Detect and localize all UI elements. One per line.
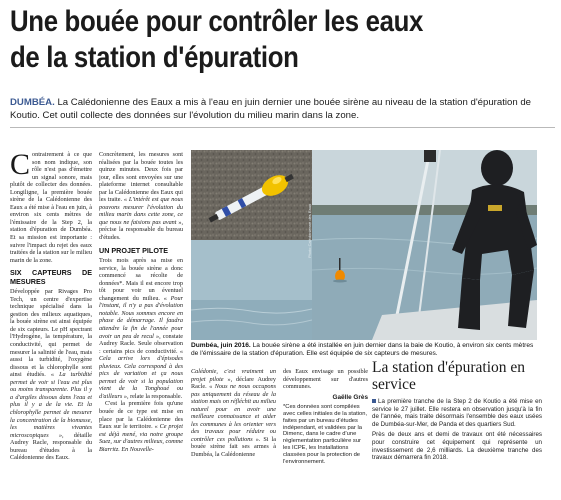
col2-para3: C'est la première fois qu'une bouée de ce type est mise en place par la Calédonienne des Eaux sur le territoire. « bbox=[99, 400, 183, 431]
caption-lead: Dumbéa, juin 2016. bbox=[191, 342, 251, 349]
col3-quote: Calédonie, c'est vraiment un projet pilote bbox=[191, 368, 276, 383]
col1-tail: , détaille Audrey Racle, responsable du bureau d'études à la Calédonienne des Eaux. bbox=[10, 431, 92, 462]
author-signature: Gaëlle Grès bbox=[332, 393, 368, 401]
col1-body: Développée par Rivages Pro Tech, un centre d'expertise technique spécialisé dans la gestion des milieux aquatiques, la bouée sirène est ainsi équipée de six capteurs. Le pH spectrant l'Hydrogène, la température, la conductivité, qui permet de mesurer la salinité de l'eau, mais aussi la turbidité, l'oxygène dissous et la chlorophylle sont ainsi étudiés. « bbox=[10, 288, 92, 379]
sidebar-para-2: Près de deux ans et demi de travaux ont été nécessaires pour construire cet équipement qui représente un investissement de 2,6 milliards. La deuxième tranche des travaux démarrera fin 2018. bbox=[372, 431, 542, 462]
article-column-3 bbox=[191, 368, 276, 496]
photo-diver-and-buoy bbox=[312, 150, 537, 340]
bullet-square-icon bbox=[372, 399, 376, 403]
photo-buoy-on-deck-image bbox=[191, 150, 312, 240]
photo-buoy-in-bay-image bbox=[191, 240, 312, 340]
col2-para2c: », relate la responsable. bbox=[122, 392, 183, 400]
footnote: *Ces données sont compilées avec celles initiales de la station, faites par un bureau d'études indépendant, et validées par la Dimenc, dans le cadre d'une réglementation particulière sur les ICPE, les Installations classées pour la protection de l'environnement. bbox=[283, 404, 368, 465]
photo-diver-image bbox=[312, 150, 537, 340]
col2-quote3: Cela arrive lors d'épisodes pluvieux. Cela correspond à des pics de variation et ça nous permet de voir si la population vient de la Tonghoué ou d'ailleurs bbox=[99, 355, 183, 400]
col3-quote2: Nous ne nous occupons pas uniquement du réseau de la station mais on réfléchit au milieu naturel pour en avoir une meilleure connaissance et aider les communes à les orienter vers des travaux pour réduire ou contrôler ces pollutions bbox=[191, 383, 276, 443]
sidebar-body bbox=[372, 398, 542, 462]
sidebar-title: La station d'épuration en service bbox=[372, 359, 526, 393]
headline-line-2: de la station d'épuration bbox=[10, 41, 299, 74]
lede bbox=[10, 96, 555, 122]
col2-quote1: L'intérêt est que nous pouvons mesurer l'évolution du milieu marin dans cette zone, ce que nous ne faisions pas avant bbox=[99, 196, 183, 226]
photo-caption bbox=[191, 342, 537, 358]
col2-para1: Concrètement, les mesures sont réalisées par la bouée toutes les quinze minutes. Deux fois par jour, elles sont envoyées sur une plateforme internet consultable par la Calédonienne des Eaux qui les traite. « bbox=[99, 151, 183, 204]
lede-place: DUMBÉA. bbox=[10, 97, 55, 108]
headline-line-1: Une bouée pour contrôler les eaux bbox=[10, 5, 424, 38]
col1-intro: ontrairement à ce que son nom indique, son rôle n'est pas d'émettre un signal sonore, mais plutôt de collecter des données. Longiligne, la première bouée sirène de la Calédonienne des Eaux a été mise à l'eau en juin, à environ six cents mètres de l'émissaire de la Step 2, la station d'épuration de Dumbéa. Et sa mission est importante : suivre l'impact du rejet des eaux traitées de la station sur le milieu marin de la zone. bbox=[10, 151, 92, 264]
sidebar-box bbox=[372, 360, 542, 496]
lede-divider bbox=[10, 127, 555, 128]
col2-para1b: », précise la responsable du bureau d'études. bbox=[99, 218, 183, 242]
col2-quote4: Ce projet est déjà mené, via notre groupe Suez, sur d'autres milieux, comme Biarritz. En Nouvelle- bbox=[99, 423, 183, 453]
col2-quote2: Pour l'instant, il n'y a pas d'évolution notable. Nous sommes encore en phase de démarrage. Il faudra attendre la fin de l'année pour avoir un peu de recul bbox=[99, 294, 183, 340]
col4-text: des Eaux envisage un possible développement sur d'autres communes. bbox=[283, 368, 368, 391]
subhead-projet-pilote: UN PROJET PILOTE bbox=[99, 245, 169, 255]
article-column-4 bbox=[283, 368, 368, 496]
caption-text: La bouée sirène a été installée en juin dernier dans la baie de Koutio, à environ six cents mètres de l'émissaire de la station d'épuration. Elle est équipée de six capteurs de mesures. bbox=[191, 342, 534, 358]
headline bbox=[10, 4, 479, 76]
article-column-2 bbox=[99, 151, 183, 496]
col3-text: », déclare Audrey Racle. « bbox=[191, 375, 276, 391]
photo-credit: Photo Calédonienne des Eaux bbox=[307, 203, 312, 258]
drop-cap: C bbox=[10, 151, 31, 181]
col2-para2: Trois mois après sa mise en service, la bouée sirène a donc commencé sa récolte de données*. Mais il est encore trop tôt pour voir un éventuel changement du milieu. « bbox=[99, 257, 183, 302]
lede-text: La Calédonienne des Eaux a mis à l'eau en juin dernier une bouée sirène au niveau de la station d'épuration de Koutio. Cet outil collecte des données sur l'évolution du milieu marin dans la zone. bbox=[10, 97, 532, 121]
photo-buoy-on-deck bbox=[191, 150, 312, 240]
col3-tail: ». Si la bouée sirène fait ses armes à Dumbéa, la Calédonienne bbox=[191, 435, 276, 459]
col2-para2b: », constate Audrey Racle. Seule observation : certains pics de conductivité. « bbox=[99, 332, 183, 355]
subhead-six-capteurs: SIX CAPTEURS DE MESURES bbox=[10, 268, 92, 286]
photo-buoy-in-bay bbox=[191, 240, 312, 340]
col1-quote: La turbidité permet de voir si l'eau est plus ou moins transparente. Plus il y a d'argiles dissous dans l'eau et plus il y a de la vie. Et la chlorophylle permet de mesurer la concentration de la biomasse, les matières vivantes microscopiques » bbox=[10, 371, 92, 439]
article-column-1 bbox=[10, 151, 92, 496]
sidebar-para-1: La première tranche de la Step 2 de Koutio a été mise en service le 27 juillet. Elle restera en observation jusqu'à la fin de l'année, mais traite désormais l'ensemble des eaux usées de Dumbéa-sur-Mer, de Panda et des quartiers Sud. bbox=[372, 398, 542, 428]
